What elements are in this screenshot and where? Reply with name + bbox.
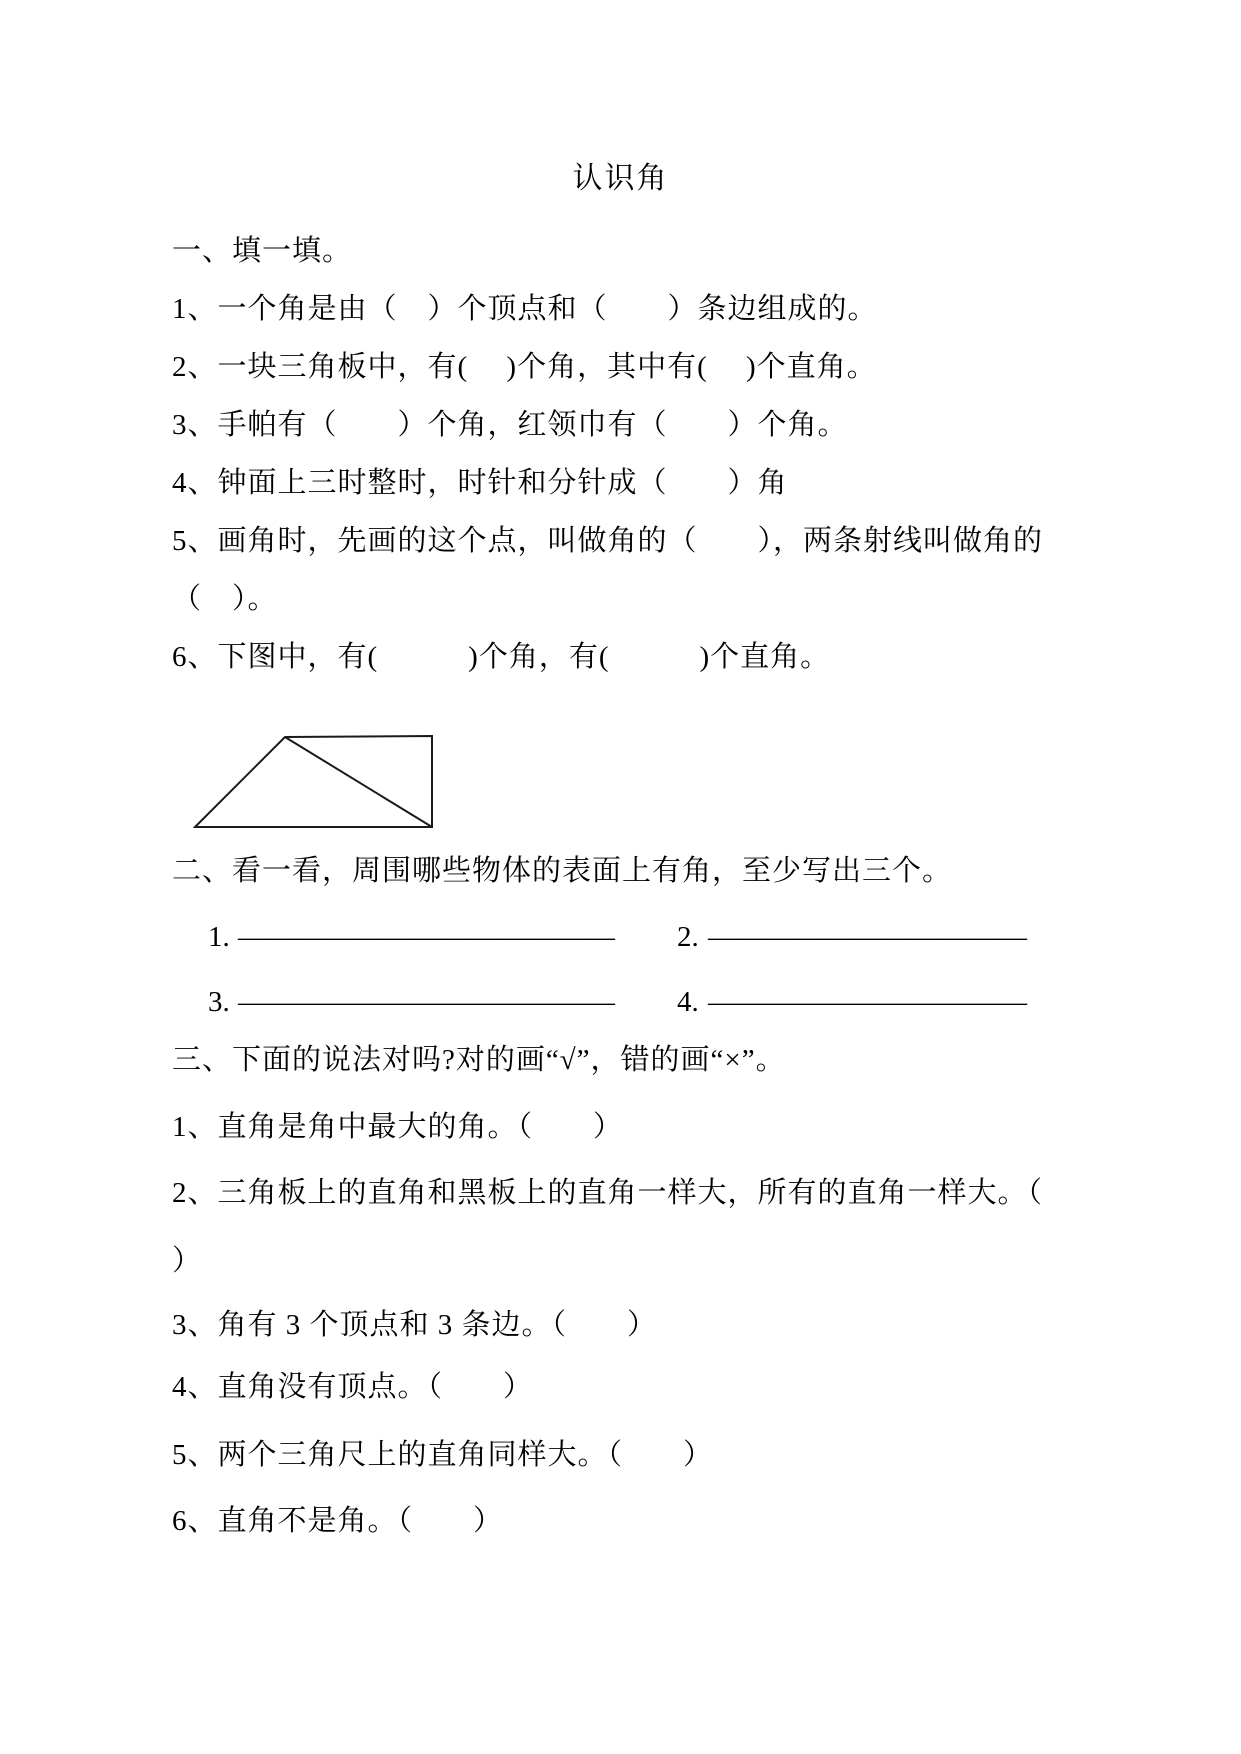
fill-in-question-2: 2、一块三角板中，有( )个角，其中有( )个直角。 (172, 351, 877, 383)
answer-blank-1-label: 1. (208, 921, 230, 953)
answer-blank-3-line: ————————————— (238, 986, 615, 1018)
true-false-question-1: 1、直角是角中最大的角。（ ） (172, 1111, 624, 1143)
figure-outline (195, 736, 432, 827)
answer-blank-2-label: 2. (677, 921, 699, 953)
answer-blank-3-label: 3. (208, 986, 230, 1018)
section-two-heading: 二、看一看，周围哪些物体的表面上有角，至少写出三个。 (172, 855, 953, 887)
answer-blank-4-label: 4. (677, 986, 699, 1018)
true-false-question-3: 3、角有 3 个顶点和 3 条边。（ ） (172, 1309, 658, 1341)
answer-blank-row-2 (0, 983, 1241, 1025)
fill-in-question-1: 1、一个角是由（ ）个顶点和（ ）条边组成的。 (172, 293, 878, 325)
true-false-question-6: 6、直角不是角。（ ） (172, 1505, 504, 1537)
true-false-question-2: 2、三角板上的直角和黑板上的直角一样大，所有的直角一样大。（ (172, 1177, 1044, 1209)
fill-in-question-6: 6、下图中，有( )个角，有( )个直角。 (172, 641, 831, 673)
answer-blank-row-1 (0, 918, 1241, 960)
answer-blank-1-line: ————————————— (238, 921, 615, 953)
fill-in-question-4: 4、钟面上三时整时，时针和分针成（ ）角 (172, 467, 788, 499)
answer-blank-2-line: ——————————— (708, 921, 1027, 953)
section-three-heading: 三、下面的说法对吗?对的画“√”，错的画“×”。 (172, 1044, 786, 1076)
figure-diagonal-line (285, 737, 432, 827)
trapezoid-figure (193, 733, 440, 831)
section-one-heading: 一、填一填。 (172, 235, 353, 267)
true-false-question-5: 5、两个三角尺上的直角同样大。（ ） (172, 1439, 714, 1471)
true-false-question-4: 4、直角没有顶点。（ ） (172, 1371, 534, 1403)
fill-in-question-5: 5、画角时，先画的这个点，叫做角的（ ），两条射线叫做角的 (172, 525, 1044, 557)
page-title: 认识角 (572, 162, 669, 195)
fill-in-question-3: 3、手帕有（ ）个角，红领巾有（ ）个角。 (172, 409, 848, 441)
true-false-question-2-continuation: ） (172, 1245, 203, 1277)
fill-in-question-5-continuation: （ ）。 (172, 583, 278, 615)
answer-blank-4-line: ——————————— (708, 986, 1027, 1018)
